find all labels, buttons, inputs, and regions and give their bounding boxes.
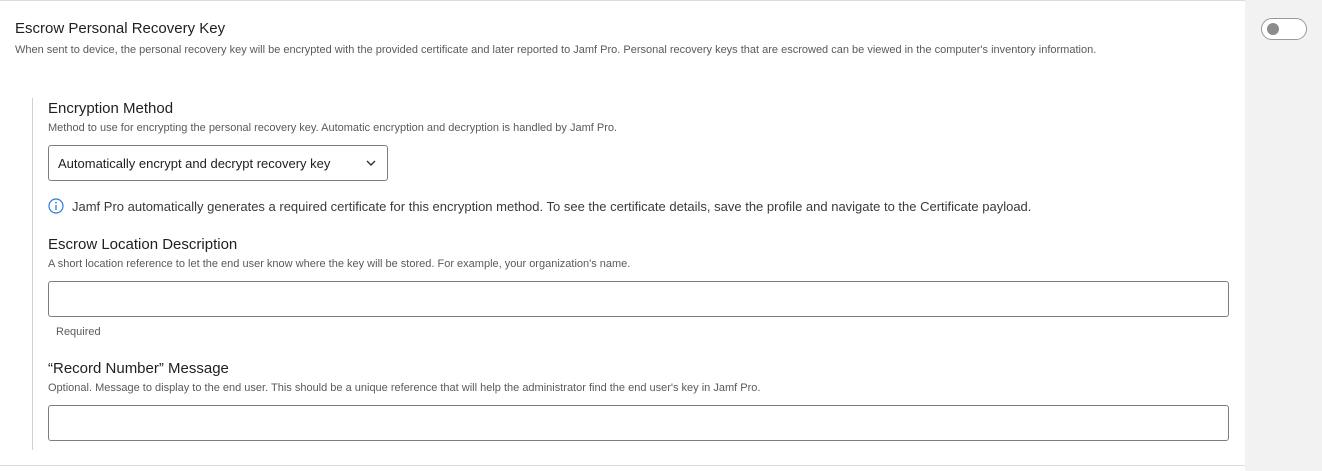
record-number-description: Optional. Message to display to the end user. This should be a unique reference that will help the administrator find the end user's key in Jamf Pro.: [48, 382, 761, 394]
chevron-down-icon: [365, 158, 377, 168]
section-title: Escrow Personal Recovery Key: [15, 20, 226, 37]
encryption-method-value: Automatically encrypt and decrypt recovery key: [58, 156, 331, 171]
encryption-method-description: Method to use for encrypting the personal recovery key. Automatic encryption and decryption is handled by Jamf Pro.: [48, 122, 618, 134]
escrow-location-input[interactable]: [48, 281, 1229, 317]
encryption-info-text: Jamf Pro automatically generates a required certificate for this encryption method. To see the certificate details, save the profile and navigate to the Certificate payload.: [72, 199, 1032, 214]
encryption-method-select[interactable]: [48, 145, 388, 181]
required-helper-text: Required: [56, 326, 101, 338]
toggle-knob: [1267, 23, 1279, 35]
nested-indent-line: [32, 98, 33, 450]
escrow-location-description: A short location reference to let the end user know where the key will be stored. For example, your organization's name.: [48, 258, 631, 270]
top-divider: [0, 0, 1245, 1]
escrow-location-label: Escrow Location Description: [48, 236, 238, 253]
section-description: When sent to device, the personal recovery key will be encrypted with the provided certificate and later reported to Jamf Pro. Personal recovery keys that are escrowed can be viewed in the computer's inventory information.: [15, 44, 1097, 56]
encryption-method-label: Encryption Method: [48, 100, 174, 117]
info-circle-icon: [48, 198, 64, 214]
side-panel: [1245, 0, 1322, 471]
record-number-input[interactable]: [48, 405, 1229, 441]
record-number-label: “Record Number” Message: [48, 360, 229, 377]
escrow-toggle[interactable]: [1261, 18, 1307, 40]
bottom-divider: [0, 465, 1245, 466]
